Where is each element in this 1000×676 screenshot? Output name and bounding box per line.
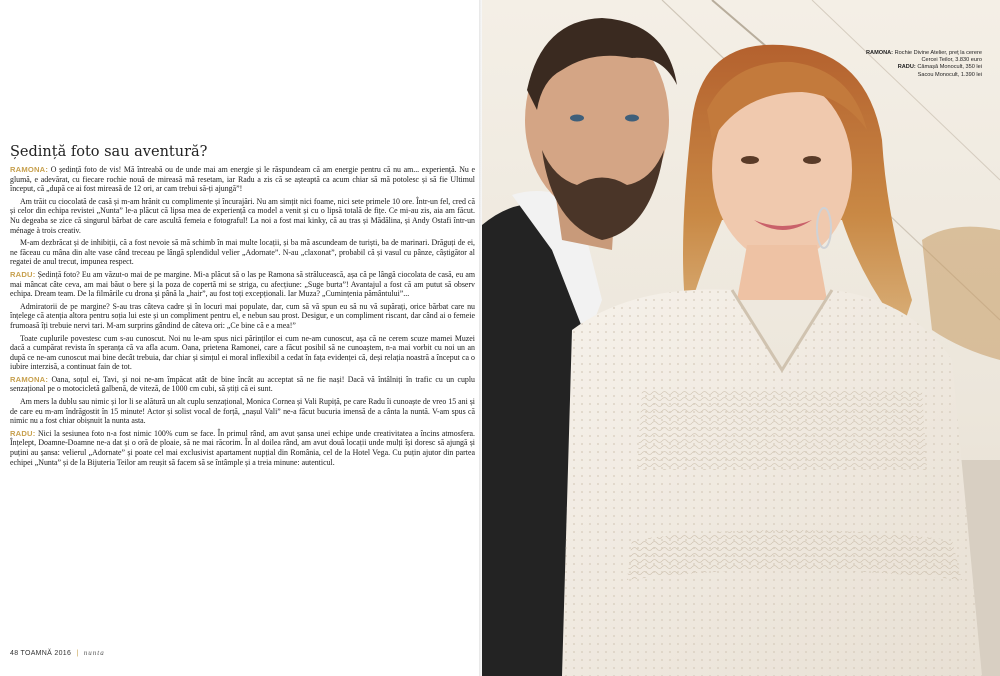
couple-photo	[482, 0, 1000, 676]
speaker-label: RAMONA:	[10, 165, 49, 174]
man-eye-left	[570, 115, 584, 122]
article-paragraph	[10, 302, 475, 331]
article-paragraph	[10, 197, 475, 235]
article-paragraph	[10, 334, 475, 372]
speaker-label: RADU:	[10, 428, 36, 438]
caption-ramona-dress: Rochie Divine Atelier, preț la cerere	[894, 50, 982, 56]
magazine-name: nunta	[83, 649, 105, 657]
caption-ramona-label: RAMONA:	[866, 50, 894, 56]
article-paragraph	[10, 165, 475, 194]
article-heading: Ședință foto sau aventură?	[10, 144, 208, 160]
paragraph-text: M-am dezbrăcat și de inhibiții, că a fost nevoie să mă schimb în mai multe locații, și ba mă ascundeam de turiști, ba de marinari. Drăguți de ei, ne făceau cu mâna din alte vase când treceau pe lângă splendidul velier „Adornate”. N-au „claxonat”, probabil că și vasul cu pânze, câștigător al regatei de anul trecut, impunea respect.	[10, 238, 475, 267]
caption-ramona	[832, 50, 982, 57]
paragraph-text: Nici la sesiunea foto n-a fost nimic 100% cum se face. În primul rând, am avut șansa unei echipe unde creativitatea a încins atmosfera. Înțelept, Doamne-Doamne ne-a dat și o oră de ploaie, să ne mai răcorim. În al doilea rând, am avut două locații unde mulți își doresc să ajungă și puțini au șansa: velierul „Adornate” și poate cel mai exclusivist apartament nupțial din România, cel de la Hotel Vega. Cu puțin ajutor din partea echipei „Nunta” și de la Bijuteria Teilor am reușit să facem să se întâmple și a treia minune: autenticul.	[10, 428, 475, 467]
article-paragraph	[10, 397, 475, 426]
left-page	[0, 0, 482, 676]
footer-separator: |	[76, 650, 79, 657]
caption-earrings: Cercei Teilor, 3.830 euro	[921, 57, 982, 64]
speaker-label: RAMONA:	[10, 374, 49, 384]
paragraph-text: Ședință foto? Eu am văzut-o mai de pe margine. Mi-a plăcut să o las pe Ramona să strălucească, așa că pe lângă ciocolata de casă, eu am mai mâncat câte ceva, am mai băut o bere și la poza de copertă mi se striga, cu afecțiune: „Suge burta”! Avantajul a fost că am putut să observ echipa. Dream team. De la filmările cu drona și până la „hair”, au fost toți excepționali. Iar Muza? „Cumințenia pământului”...	[10, 269, 475, 299]
paragraph-text: Oana, soțul ei, Tavi, și noi ne-am împăcat atât de bine încât au acceptat să ne fie nași! Dacă vă întâlniți în trafic cu un cuplu senzațional pe o motocicletă galbenă, de viteză, de 1000 cm cubi, să știți că ei sunt.	[10, 374, 475, 394]
woman-neck	[737, 245, 827, 300]
woman-eye-right	[803, 156, 821, 164]
paragraph-text: Am mers la dublu sau nimic și lor li se alătură un alt cuplu senzațional, Monica Cornea și Vali Rupiță, pe care Radu îi cunoaște de vreo 15 ani și de care eu m-am îndrăgostit în 15 minute! Actor și solist vocal de forță, „nașul Vali” ne-a făcut bucuria imensă de a cânta la nuntă. V-am spus că nimic nu a fost chiar obișnuit la nunta asta.	[10, 397, 475, 426]
issue-label: TOAMNĂ 2016	[20, 650, 72, 657]
paragraph-text: Admiratorii de pe margine? S-au tras câteva cadre și în locuri mai populate, dar, cum să vă spun eu să nu vă supărați, orice bărbat care nu înțelege că atenția altora pentru soția lui este și un compliment pentru el, e nebun sau prost. Desigur, e un compliment riscant, dar când ai o femeie frumoasă îți trebuie nervi tari. M-am surprins gândind de câteva ori: „Ce bine că e a mea!”	[10, 301, 475, 330]
article-paragraph	[10, 270, 475, 299]
page-number: 48	[10, 650, 19, 657]
caption-radu-shirt: Cămașă Monocult, 350 lei	[917, 64, 982, 71]
paragraph-text: Am trăit cu ciocolată de casă și m-am hrănit cu complimente și încurajări. Nu am simțit nici foame, nici sete primele 10 ore. Într-un fel, cred că și celor din echipa revistei „Nunta” le-a plăcut că lipsa mea de experiență ca model a venit și cu o lipsă totală de fițe. Ce mi-au zis, aia am făcut. Nu degeaba se zice că singurul bărbat de care ascultă femeia e fotograful! La noi a fost mai kinky, că au tras și Mădălina, și Andy Ostafi într-un ménage à trois creativ.	[10, 196, 475, 235]
man-eye-right	[625, 115, 639, 122]
woman-eye-left	[741, 156, 759, 164]
page-footer	[10, 649, 105, 657]
article-body	[10, 165, 475, 643]
article-paragraph	[10, 429, 475, 467]
paragraph-text: O ședință foto de vis! Mă întreabă ou de unde mai am energie și le răspundeam că am energie pentru că nu am... experiență. Nu e glumă, e adevărat, cu fiecare rochie nouă de mireasă mă resetam, iar Radu a zis că se așteaptă ca acum chiar să mă potolesc și să fie Ultimul început, că „după ce ai fost mireasă de 12 ori, ar cam trebui să-ți ajungă”!	[10, 165, 475, 194]
paragraph-text: Toate cuplurile povestesc cum s-au cunoscut. Noi nu le-am spus nici părinților ei cum ne-am cunoscut, așa că ne cerem scuze mamei Muzei dacă a cumpărat revista în speranța că va afla acum. Oana, prietena Ramonei, care a făcut posibil să ne cunoaștem, n-a mai vorbit cu noi un an după ce ne-am cunoscut mai bine decât trebuia, dar chiar și simțul ei moral inflexibil a cedat în fața evidenței că, deși relația noastră a început ca o iubire interzisă, a continuat fain de tot.	[10, 333, 475, 372]
article-paragraph	[10, 375, 475, 394]
article-paragraph	[10, 238, 475, 267]
caption-jacket: Sacou Monocult, 1.390 lei	[917, 71, 982, 78]
dress-lace-bodice	[637, 390, 927, 470]
photo-caption	[832, 50, 982, 79]
speaker-label: RADU:	[10, 269, 36, 279]
caption-radu-label: RADU:	[897, 64, 916, 71]
couple-illustration	[482, 0, 1000, 676]
caption-radu	[832, 64, 982, 71]
